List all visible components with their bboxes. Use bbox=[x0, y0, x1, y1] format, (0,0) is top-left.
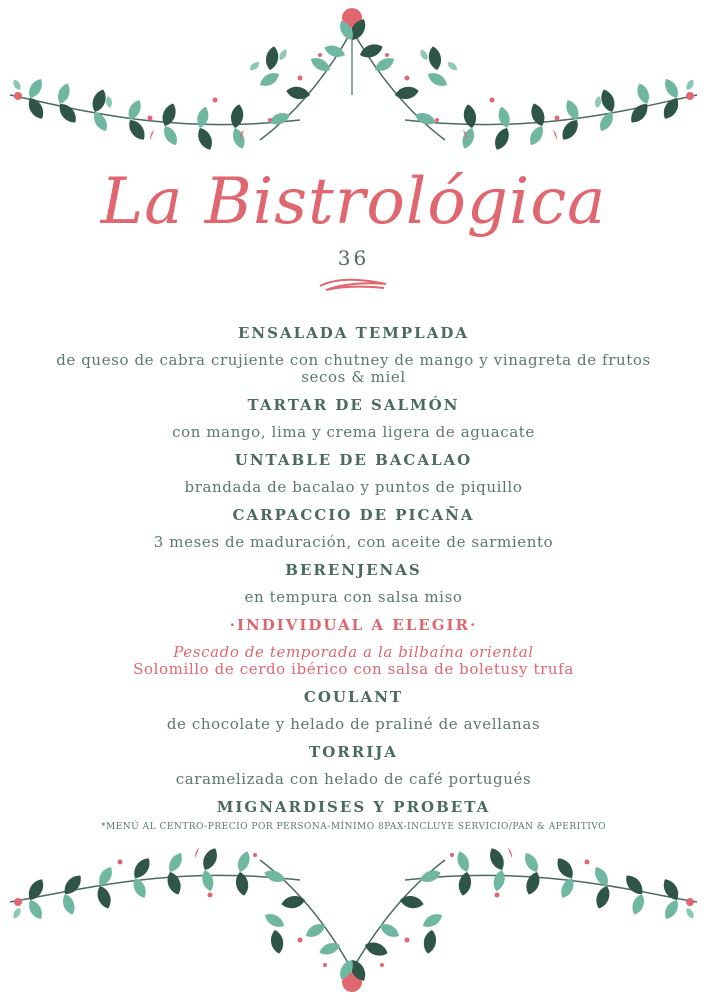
individual-option-pork: Solomillo de cerdo ibérico con salsa de boletusy trufa bbox=[133, 660, 574, 678]
course-title: CARPACCIO DE PICAÑA bbox=[232, 506, 475, 524]
course-title: BERENJENAS bbox=[285, 561, 422, 579]
course-description: con mango, lima y crema ligera de aguacate bbox=[172, 423, 535, 441]
top-floral-garland bbox=[0, 0, 707, 160]
decorative-swash bbox=[318, 274, 388, 296]
dessert-description: de chocolate y helado de praliné de avellanas bbox=[166, 715, 541, 733]
footnote: *MENÚ AL CENTRO-PRECIO POR PERSONA-MÍNIMO 8PAX-INCLUYE SERVICIO/PAN & APERITIVO bbox=[101, 822, 606, 832]
course-title: TARTAR DE SALMÓN bbox=[247, 396, 460, 414]
closing-title: MIGNARDISES Y PROBETA bbox=[216, 798, 491, 816]
menu-list bbox=[40, 324, 667, 816]
course-title: ENSALADA TEMPLADA bbox=[238, 324, 469, 342]
course-description: en tempura con salsa miso bbox=[244, 588, 463, 606]
dessert-description: caramelizada con helado de café portugués bbox=[175, 770, 532, 788]
dessert-title: COULANT bbox=[303, 688, 404, 706]
course-description: de queso de cabra crujiente con chutney de mango y vinagreta de frutos secos & miel bbox=[56, 351, 651, 386]
course-description: brandada de bacalao y puntos de piquillo bbox=[184, 478, 523, 496]
individual-option-fish: Pescado de temporada a la bilbaína oriental bbox=[173, 643, 534, 661]
individual-choice-title: ·INDIVIDUAL A ELEGIR· bbox=[229, 616, 478, 634]
course-title: UNTABLE DE BACALAO bbox=[234, 451, 473, 469]
course-description: 3 meses de maduración, con aceite de sarmiento bbox=[153, 533, 554, 551]
restaurant-name: La Bistrológica bbox=[100, 165, 607, 239]
bottom-floral-garland bbox=[0, 840, 707, 1000]
dessert-title: TORRIJA bbox=[309, 743, 398, 761]
menu-price: 36 bbox=[337, 246, 370, 270]
